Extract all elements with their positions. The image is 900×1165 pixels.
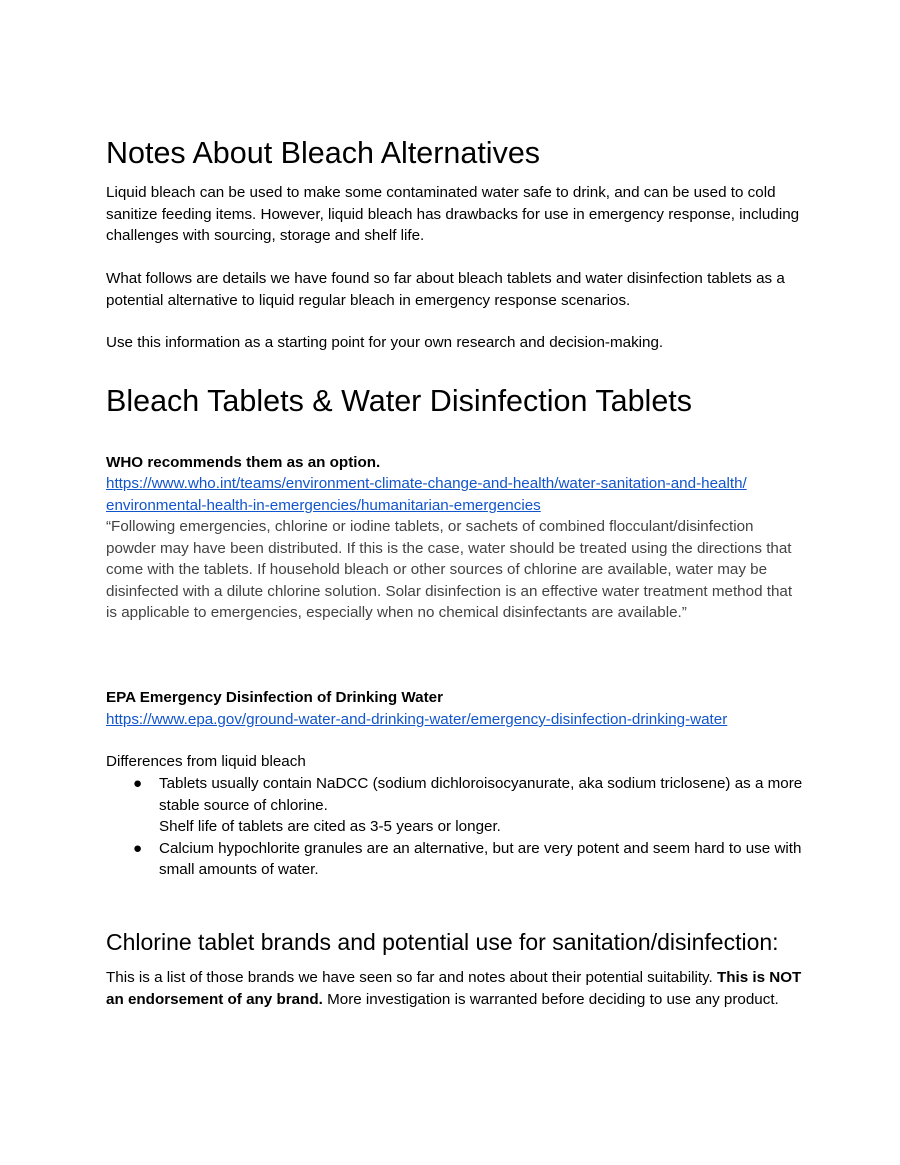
who-link-block [106, 473, 806, 516]
who-link-line-2[interactable]: environmental-health-in-emergencies/humanitarian-emergencies [106, 496, 541, 514]
differences-label: Differences from liquid bleach [106, 753, 306, 770]
list-item-subtext: Shelf life of tablets are cited as 3-5 years or longer. [159, 818, 501, 835]
document-title: Notes About Bleach Alternatives [106, 136, 541, 170]
bullet-icon: ● [133, 839, 143, 857]
differences-list [106, 773, 806, 881]
intro-paragraph-3: Use this information as a starting point for your own research and decision-making. [106, 334, 664, 351]
intro-paragraph-2: What follows are details we have found so far about bleach tablets and water disinfection tablets as a potential alternative to liquid regular bleach in emergency response scenarios. [106, 270, 785, 309]
epa-heading: EPA Emergency Disinfection of Drinking Water [106, 689, 443, 706]
list-item [106, 773, 806, 838]
list-item-text: Tablets usually contain NaDCC (sodium dichloroisocyanurate, aka sodium triclosene) as a more stable source of chlorine. [159, 775, 803, 814]
brands-text-start: This is a list of those brands we have seen so far and notes about their potential suitability. [106, 969, 717, 986]
epa-link[interactable]: https://www.epa.gov/ground-water-and-drinking-water/emergency-disinfection-drinking-water [106, 711, 728, 728]
list-item [106, 838, 806, 881]
section-heading-brands: Chlorine tablet brands and potential use for sanitation/disinfection: [106, 929, 779, 955]
endorsement-disclaimer: This is NOT an endorsement of any brand. [106, 969, 802, 1008]
who-quote: “Following emergencies, chlorine or iodine tablets, or sachets of combined flocculant/disinfection powder may have been distributed. If this is the case, water should be treated using the directions that come with the tablets. If household bleach or other sources of chlorine are available, water may be disinfected with a dilute chlorine solution. Solar disinfection is an effective water treatment method that is applicable to emergencies, especially when no chemical disinfectants are available.” [106, 518, 793, 621]
epa-link-block [106, 709, 806, 731]
brands-paragraph [106, 967, 806, 1010]
who-link-line-1[interactable]: https://www.who.int/teams/environment-climate-change-and-health/water-sanitation-and-health/ [106, 475, 747, 492]
section-heading-tablets: Bleach Tablets & Water Disinfection Tablets [106, 384, 693, 418]
intro-paragraph-1: Liquid bleach can be used to make some contaminated water safe to drink, and can be used to cold sanitize feeding items. However, liquid bleach has drawbacks for use in emergency response, including challenges with sourcing, storage and shelf life. [106, 184, 800, 244]
bullet-icon: ● [133, 775, 143, 792]
brands-text-end: More investigation is warranted before deciding to use any product. [322, 990, 779, 1008]
who-heading: WHO recommends them as an option. [106, 454, 381, 471]
list-item-text: Calcium hypochlorite granules are an alternative, but are very potent and seem hard to use with small amounts of water. [159, 839, 802, 878]
